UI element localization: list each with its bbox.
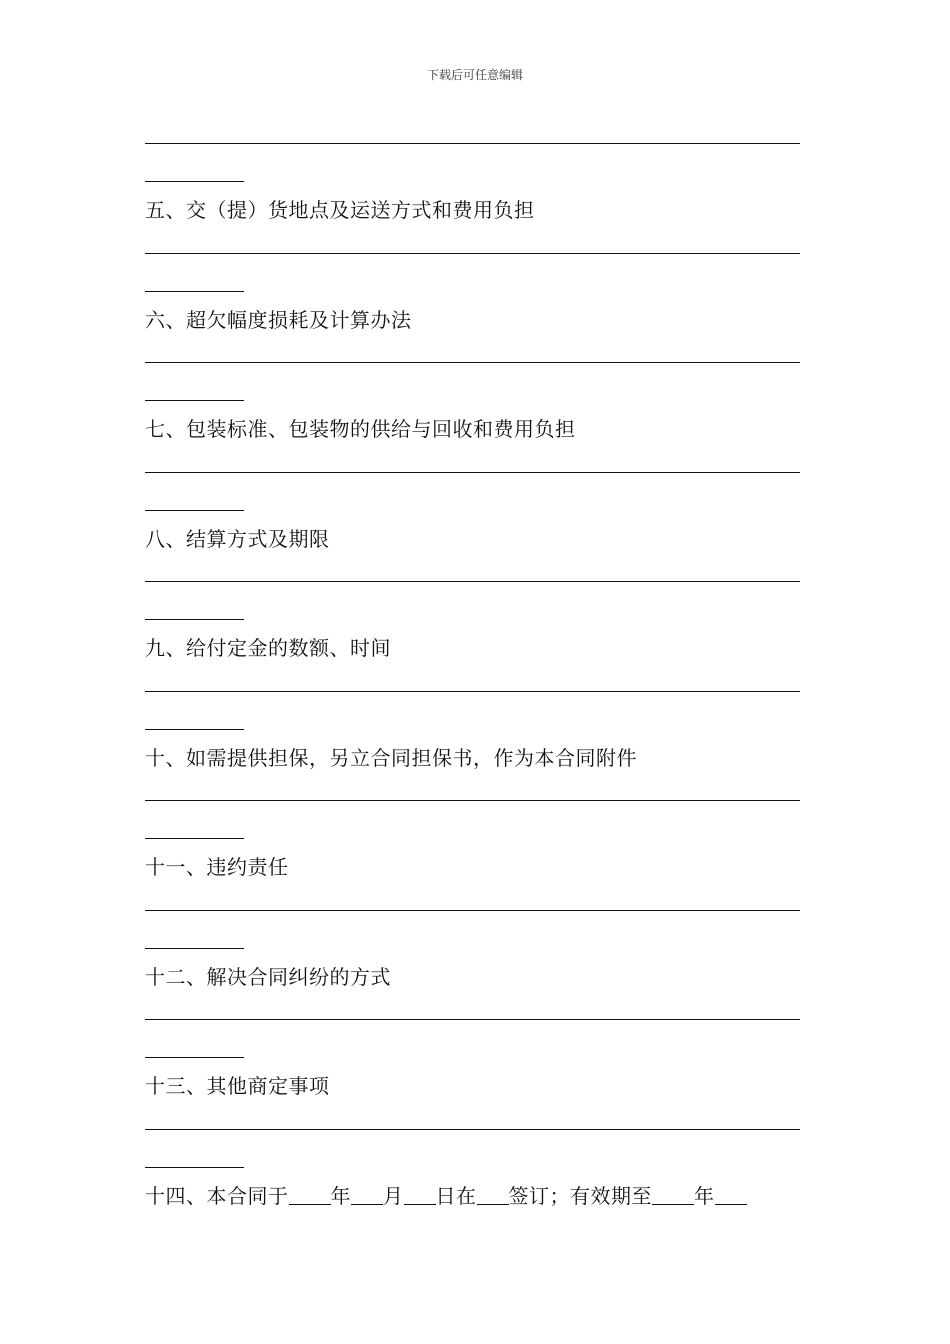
fill-in-line-end xyxy=(145,1057,244,1058)
fill-in-line-end xyxy=(145,291,244,292)
year-label: 年 xyxy=(330,1184,351,1208)
fill-in-line xyxy=(145,581,800,582)
expiry-month-blank[interactable] xyxy=(715,1184,747,1205)
clause-14-prefix: 十四、本合同于 xyxy=(145,1184,289,1208)
fill-in-line xyxy=(145,1129,800,1130)
day-label: 日在 xyxy=(435,1184,477,1208)
fill-in-line xyxy=(145,362,800,363)
fill-in-line xyxy=(145,691,800,692)
fill-in-line-end xyxy=(145,510,244,511)
section-heading-11: 十一、违约责任 xyxy=(145,855,289,879)
fill-in-line xyxy=(145,472,800,473)
page-header-note: 下载后可任意编辑 xyxy=(426,68,523,82)
section-heading-8: 八、结算方式及期限 xyxy=(145,527,330,551)
expiry-year-blank[interactable] xyxy=(652,1184,694,1205)
section-heading-9: 九、给付定金的数额、时间 xyxy=(145,636,391,660)
day-blank[interactable] xyxy=(404,1184,436,1205)
fill-in-line-end xyxy=(145,181,244,182)
place-blank[interactable] xyxy=(477,1184,509,1205)
fill-in-line-end xyxy=(145,948,244,949)
month-label: 月 xyxy=(383,1184,404,1208)
fill-in-line-end xyxy=(145,1167,244,1168)
fill-in-line-end xyxy=(145,619,244,620)
fill-in-line-end xyxy=(145,838,244,839)
section-heading-6: 六、超欠幅度损耗及计算办法 xyxy=(145,308,412,332)
section-heading-12: 十二、解决合同纠纷的方式 xyxy=(145,965,391,989)
section-heading-14 xyxy=(145,1184,747,1208)
fill-in-line xyxy=(145,143,800,144)
signed-label: 签订；有效期至 xyxy=(508,1184,652,1208)
section-heading-7: 七、包装标准、包装物的供给与回收和费用负担 xyxy=(145,417,576,441)
expiry-year-label: 年 xyxy=(694,1184,715,1208)
section-heading-13: 十三、其他商定事项 xyxy=(145,1074,330,1098)
fill-in-line-end xyxy=(145,400,244,401)
fill-in-line xyxy=(145,800,800,801)
month-blank[interactable] xyxy=(351,1184,383,1205)
fill-in-line xyxy=(145,910,800,911)
section-heading-5: 五、交（提）货地点及运送方式和费用负担 xyxy=(145,198,535,222)
year-blank[interactable] xyxy=(289,1184,331,1205)
section-heading-10: 十、如需提供担保，另立合同担保书，作为本合同附件 xyxy=(145,746,637,770)
fill-in-line xyxy=(145,1019,800,1020)
fill-in-line-end xyxy=(145,729,244,730)
fill-in-line xyxy=(145,253,800,254)
